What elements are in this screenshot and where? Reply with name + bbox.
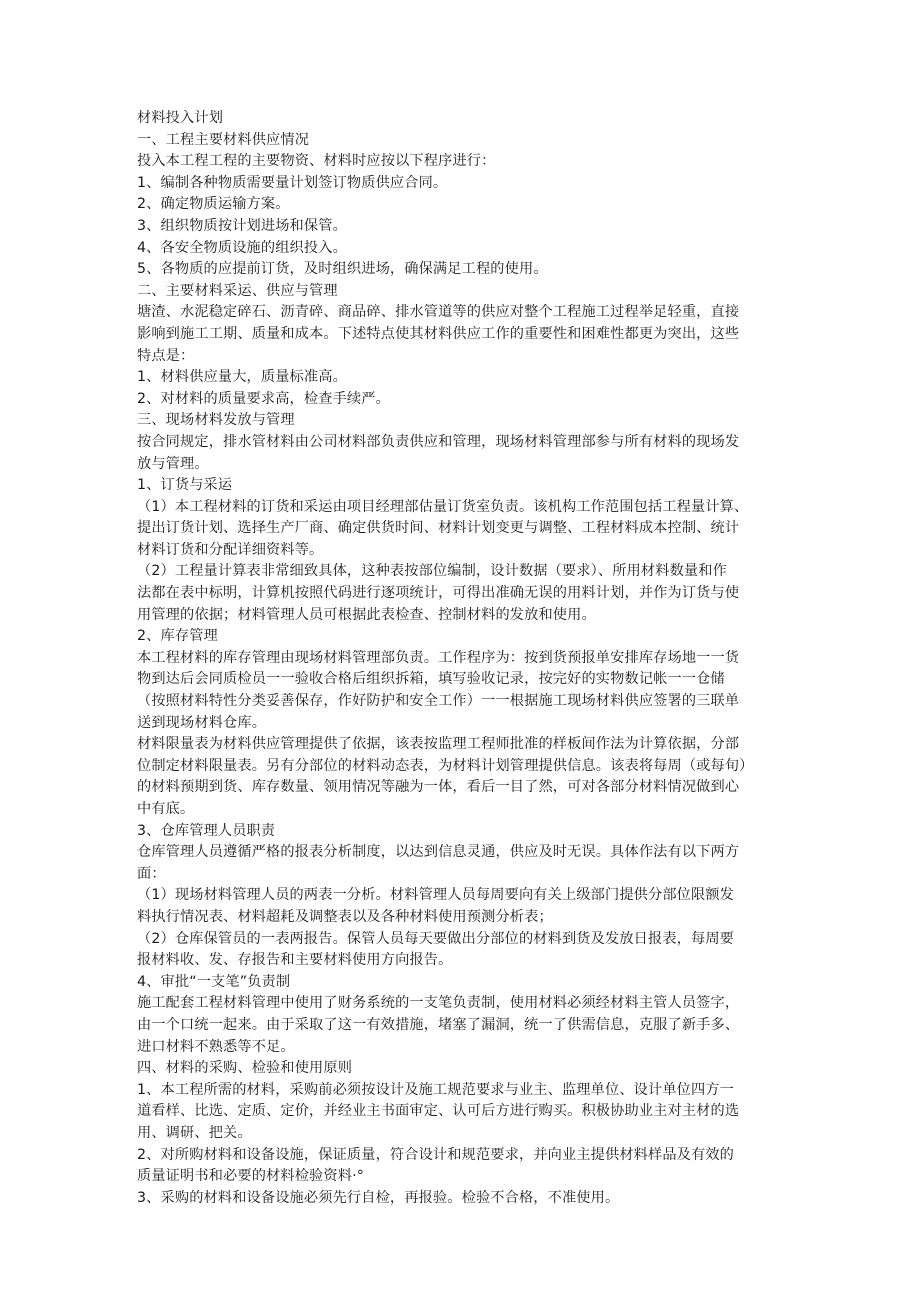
paragraph-line: 特点是： <box>137 347 195 364</box>
paragraph-line: 影响到施工工期、质量和成本。下述特点使其材料供应工作的重要性和困难性都更为突出，这些 <box>137 325 740 342</box>
subheading: 1、订货与采运 <box>137 477 233 494</box>
paragraph-line: 位制定材料限量表。另有分部位的材料动态表，为材料计划管理提供信息。该表将每周（或每旬） <box>137 757 754 774</box>
section-heading-3: 三、现场材料发放与管理 <box>137 412 295 429</box>
list-item: 1、材料供应量大，质量标准高。 <box>137 369 347 386</box>
paragraph-line: 报材料收、发、存报告和主要材料使用方向报告。 <box>137 952 453 969</box>
paragraph-line: （2）仓库保管员的一表两报告。保管人员每天要做出分部位的材料到货及发放日报表，每周要 <box>137 930 735 947</box>
paragraph-line: 的材料预期到货、库存数量、领用情况等融为一体，看后一目了然，可对各部分材料情况做到心 <box>137 779 740 796</box>
paragraph-line: 中有底。 <box>137 801 195 817</box>
paragraph-line: 进口材料不熟悉等不足。 <box>137 1038 295 1055</box>
paragraph-line: （1）现场材料管理人员的两表一分析。材料管理人员每周要向有关上级部门提供分部位限额发 <box>137 887 735 904</box>
section-heading-1: 一、工程主要材料供应情况 <box>137 131 310 148</box>
document-body <box>137 108 797 1209</box>
document-title: 材料投入计划 <box>137 110 224 126</box>
subheading: 4、审批“一支笔”负责制 <box>137 973 291 990</box>
list-item: 1、编制各种物质需要量计划签订物质供应合同。 <box>137 174 448 191</box>
paragraph-line: 塘渣、水泥稳定碎石、沥青碎、商品碎、排水管道等的供应对整个工程施工过程举足轻重，直接 <box>137 304 740 321</box>
list-item: 2、确定物质运输方案。 <box>137 196 290 213</box>
paragraph-line: 材料限量表为材料供应管理提供了依据，该表按监理工程师批准的样板间作法为计算依据，分部 <box>137 736 740 753</box>
paragraph-line: 本工程材料的库存管理由现场材料管理部负责。工作程序为：按到货预报单安排库存场地一一货 <box>137 649 740 666</box>
list-item: 2、对所购材料和设备设施，保证质量，符合设计和规范要求，并向业主提供材料样品及有效的 <box>137 1146 735 1163</box>
paragraph-line: （按照材料特性分类妥善保存，作好防护和安全工作）一一根据施工现场材料供应签署的三联单 <box>137 693 740 710</box>
list-item: 5、各物质的应提前订货，及时组织进场，确保满足工程的使用。 <box>137 261 548 278</box>
paragraph-line: 面： <box>137 865 166 882</box>
list-item: 3、组织物质按计划进场和保管。 <box>137 217 347 234</box>
subheading: 3、仓库管理人员职责 <box>137 822 276 839</box>
paragraph-line: 送到现场材料仓库。 <box>137 714 267 731</box>
paragraph-line: 法都在表中标明，计算机按照代码进行逐项统计，可得出准确无误的用料计划，并作为订货与使 <box>137 585 740 602</box>
paragraph-line: 材料订货和分配详细资料等。 <box>137 541 324 558</box>
paragraph-line: 用、调研、把关。 <box>137 1124 252 1141</box>
paragraph-line: （1）本工程材料的订货和采运由项目经理部估量订货室负责。该机构工作范围包括工程量计算、 <box>137 498 749 515</box>
section-heading-4: 四、材料的采购、检验和使用原则 <box>137 1060 353 1077</box>
list-item: 2、对材料的质量要求高，检查手续严。 <box>137 390 390 407</box>
paragraph-line: 放与管理。 <box>137 455 209 472</box>
paragraph-line: 仓库管理人员遵循严格的报表分析制度，以达到信息灵通，供应及时无误。具体作法有以下两方 <box>137 844 740 861</box>
subheading: 2、库存管理 <box>137 628 218 645</box>
section-heading-2: 二、主要材料采运、供应与管理 <box>137 282 338 299</box>
paragraph-line: 用管理的依据；材料管理人员可根据此表检查、控制材料的发放和使用。 <box>137 606 596 623</box>
list-item: 3、采购的材料和设备设施必须先行自检，再报验。检验不合格，不准使用。 <box>137 1189 620 1206</box>
paragraph-line: 施工配套工程材料管理中使用了财务系统的一支笔负责制，使用材料必须经材料主管人员签字， <box>137 995 740 1012</box>
paragraph-line: 料执行情况表、材料超耗及调整表以及各种材料使用预测分析表； <box>137 908 553 925</box>
paragraph-line: 物到达后会同质检员一一验收合格后组织拆箱，填写验收记录，按完好的实物数记帐一一仓储 <box>137 671 725 688</box>
paragraph-line: 质量证明书和必要的材料检验资料·° <box>137 1168 364 1185</box>
list-item: 4、各安全物质设施的组织投入。 <box>137 239 347 256</box>
paragraph-line: 道看样、比选、定质、定价，并经业主书面审定、认可后方进行购买。积极协助业主对主材的选 <box>137 1103 740 1120</box>
paragraph-line: （2）工程量计算表非常细致具体，这种表按部位编制，设计数据（要求）、所用材料数量和作 <box>137 563 727 580</box>
list-item: 1、本工程所需的材料，采购前必须按设计及施工规范要求与业主、监理单位、设计单位四方一 <box>137 1081 735 1098</box>
paragraph-line: 由一个口统一起来。由于采取了这一有效措施，堵塞了漏洞，统一了供需信息，克服了新手多、 <box>137 1016 740 1033</box>
paragraph-line: 投入本工程工程的主要物资、材料时应按以下程序进行： <box>137 153 496 170</box>
paragraph-line: 提出订货计划、选择生产厂商、确定供货时间、材料计划变更与调整、工程材料成本控制、统计 <box>137 520 740 537</box>
paragraph-line: 按合同规定，排水管材料由公司材料部负责供应和管理，现场材料管理部参与所有材料的现场发 <box>137 433 740 450</box>
